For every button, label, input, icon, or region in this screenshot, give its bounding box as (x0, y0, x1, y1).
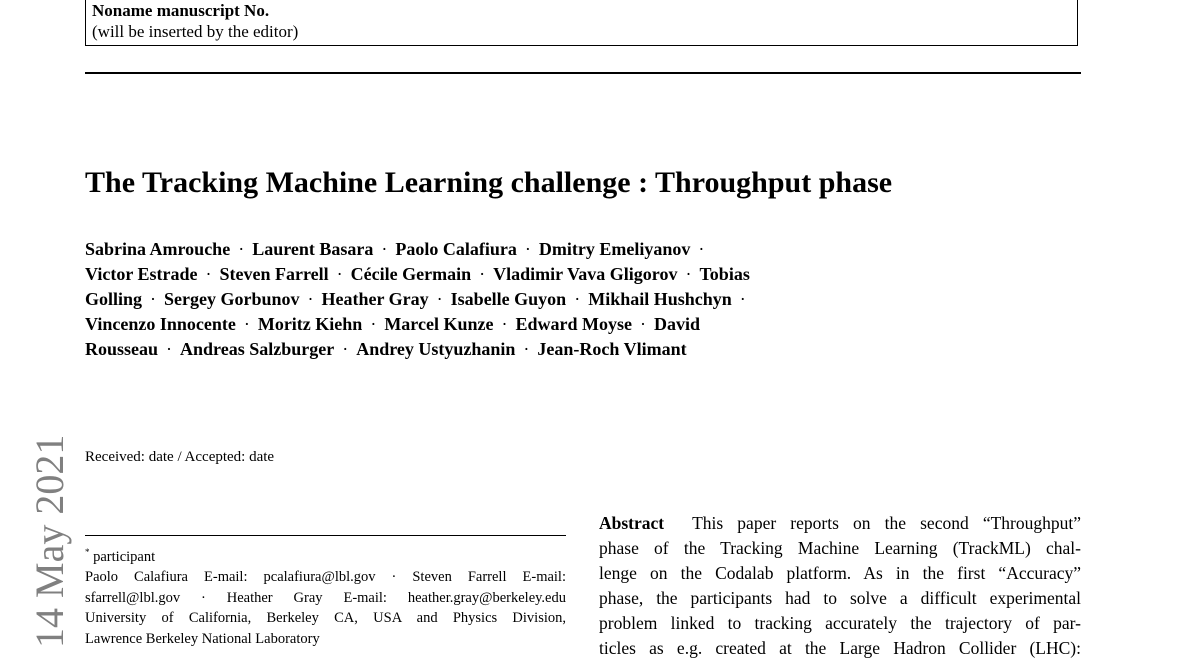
author-separator: · (524, 239, 531, 259)
footnote-rule (85, 535, 566, 536)
author-line (85, 287, 845, 312)
abstract-line: phase of the Tracking Machine Learning (TrackML) chal- (599, 538, 1081, 558)
author-separator: · (150, 289, 157, 309)
author-separator: · (685, 264, 692, 284)
footnote-line: Paolo Calafiura E-mail: pcalafiura@lbl.gov · Steven Farrell E-mail: (85, 569, 566, 586)
footnote-participant-text: participant (93, 548, 156, 565)
author-separator: · (436, 289, 443, 309)
author-separator: · (639, 314, 646, 334)
abstract-line: phase, the participants had to solve a difficult experimental (599, 588, 1081, 608)
author-name: Heather Gray (321, 289, 429, 309)
author-name: Sergey Gorbunov (164, 289, 300, 309)
author-line (85, 337, 845, 362)
author-list (85, 237, 845, 362)
author-name: Moritz Kiehn (257, 314, 363, 334)
author-line (85, 312, 845, 337)
author-name: Golling (85, 289, 143, 309)
author-separator: · (336, 264, 343, 284)
author-name: Victor Estrade (85, 264, 198, 284)
author-separator: · (307, 289, 314, 309)
footnotes (85, 542, 566, 649)
footnote-participant (85, 542, 566, 567)
author-separator: · (501, 314, 508, 334)
author-name: Tobias (699, 264, 750, 284)
abstract-line: ticles as e.g. created at the Large Hadron Collider (LHC): (599, 638, 1081, 658)
author-name: Paolo Calafiura (395, 239, 517, 259)
author-name: Steven Farrell (219, 264, 329, 284)
author-separator: · (238, 239, 245, 259)
header-rule (85, 72, 1081, 74)
editor-note: (will be inserted by the editor) (92, 22, 299, 41)
author-line (85, 262, 845, 287)
received-accepted-date: Received: date / Accepted: date (85, 449, 275, 465)
author-name: Isabelle Guyon (450, 289, 567, 309)
paper-title: The Tracking Machine Learning challenge : Throughput phase (85, 166, 893, 199)
author-name: Marcel Kunze (384, 314, 494, 334)
author-separator: · (739, 289, 746, 309)
manuscript-number: Noname manuscript No. (92, 1, 270, 20)
author-name: Rousseau (85, 339, 159, 359)
footnote-line: sfarrell@lbl.gov · Heather Gray E-mail: heather.gray@berkeley.edu (85, 589, 566, 606)
abstract-first-line (599, 511, 1081, 536)
author-name: Andrey Ustyuzhanin (356, 339, 516, 359)
abstract-line: problem linked to tracking accurately the trajectory of par- (599, 613, 1081, 633)
abstract (599, 511, 1081, 661)
author-line (85, 237, 845, 262)
abstract-label: Abstract (599, 513, 665, 533)
footnote-line: University of California, Berkeley CA, USA and Physics Division, (85, 610, 566, 627)
author-separator: · (523, 339, 530, 359)
author-name: Dmitry Emeliyanov (538, 239, 691, 259)
author-separator: · (574, 289, 581, 309)
author-name: David (653, 314, 700, 334)
author-name: Cécile Germain (350, 264, 472, 284)
author-separator: · (698, 239, 705, 259)
author-separator: · (381, 239, 388, 259)
author-name: Sabrina Amrouche (85, 239, 231, 259)
author-name: Edward Moyse (515, 314, 632, 334)
author-separator: · (166, 339, 173, 359)
author-name: Laurent Basara (252, 239, 374, 259)
author-separator: · (342, 339, 349, 359)
author-name: Vincenzo Innocente (85, 314, 236, 334)
author-name: Vladimir Vava Gligorov (493, 264, 678, 284)
author-separator: · (370, 314, 377, 334)
abstract-first-text: This paper reports on the second “Throughput” (692, 513, 1081, 533)
abstract-line: lenge on the Codalab platform. As in the first “Accuracy” (599, 563, 1081, 583)
arxiv-date-stamp: 14 May 2021 (27, 434, 72, 648)
author-separator: · (479, 264, 486, 284)
author-name: Mikhail Hushchyn (588, 289, 732, 309)
author-name: Andreas Salzburger (180, 339, 335, 359)
author-separator: · (243, 314, 250, 334)
author-name: Jean-Roch Vlimant (537, 339, 687, 359)
footnote-marker: * (85, 547, 90, 557)
author-separator: · (205, 264, 212, 284)
manuscript-header-box (85, 0, 1078, 46)
footnote-line: Lawrence Berkeley National Laboratory (85, 630, 320, 647)
